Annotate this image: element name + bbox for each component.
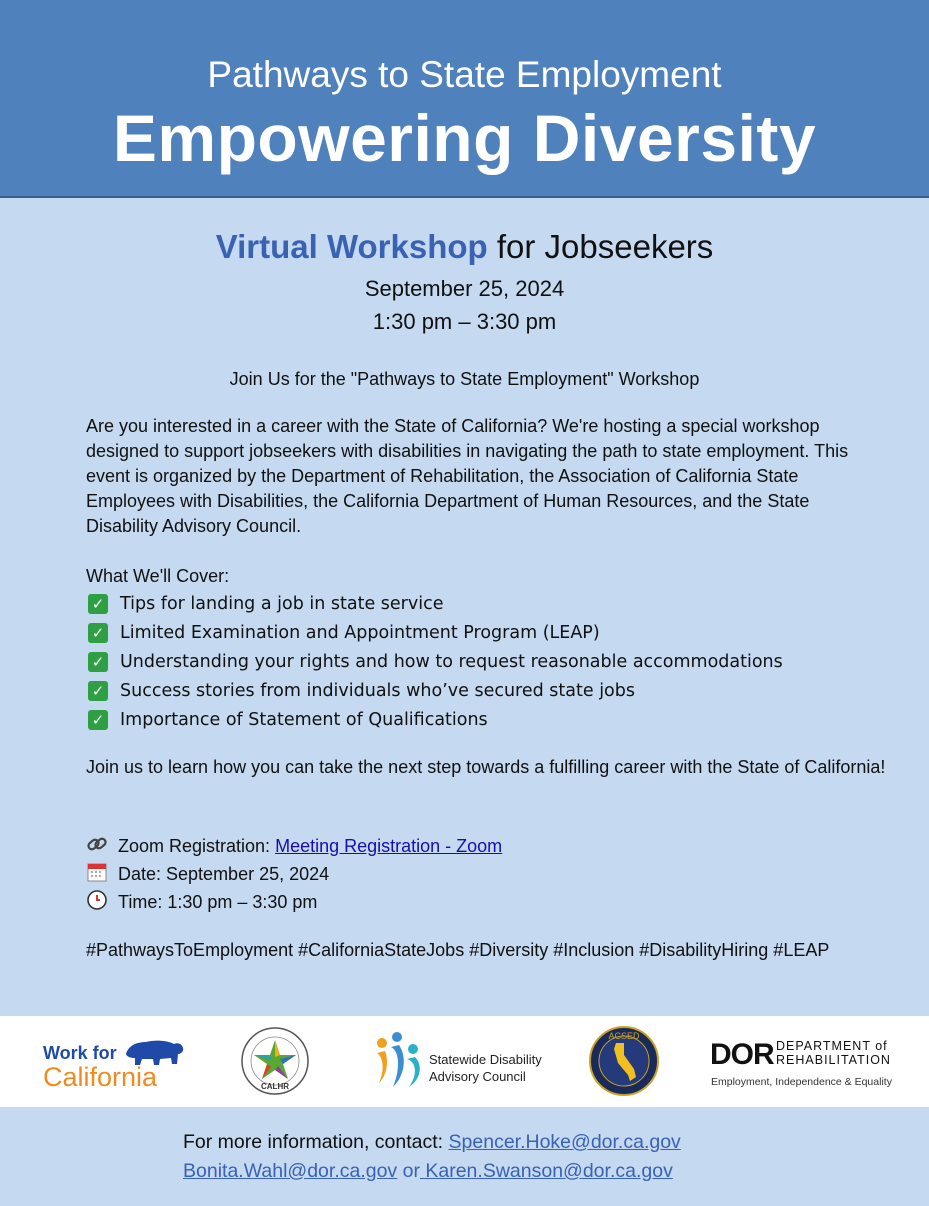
contact-lead: For more information, contact: (183, 1131, 449, 1153)
closing-paragraph: Join us to learn how you can take the next step towards a fulfilling career with the State of California! (86, 757, 886, 777)
acsed-text: ACSED (608, 1031, 640, 1041)
contact-line-2 (183, 1157, 681, 1186)
list-item-text: Tips for landing a job in state service (120, 594, 444, 615)
list-item-text: Success stories from individuals who’ve secured state jobs (120, 680, 635, 701)
calhr-text: CALHR (261, 1082, 289, 1091)
hashtags: #PathwaysToEmployment #CaliforniaStateJobs #Diversity #Inclusion #DisabilityHiring #LEAP (86, 940, 830, 960)
work-for-california-logo (42, 1016, 192, 1107)
checkmark-icon: ✓ (88, 594, 108, 614)
header-banner (0, 0, 929, 198)
dor-letters: DOR (710, 1038, 774, 1071)
workshop-date: September 25, 2024 (364, 276, 565, 301)
zoom-label: Zoom Registration: (118, 836, 271, 856)
checkmark-icon: ✓ (88, 710, 108, 730)
list-item (86, 676, 783, 705)
calendar-icon (86, 861, 112, 888)
link-icon (86, 833, 112, 860)
list-item (86, 590, 783, 619)
workshop-time: 1:30 pm – 3:30 pm (372, 309, 557, 334)
contact-or: or (397, 1160, 420, 1182)
california-text: California (43, 1062, 158, 1092)
sdac-figures-icon (373, 1031, 427, 1091)
zoom-registration-row (86, 833, 502, 860)
cover-heading: What We'll Cover: (86, 566, 230, 586)
sponsor-logo-strip (0, 1016, 929, 1107)
contact-footer (183, 1128, 681, 1186)
dor-tagline: Employment, Independence & Equality (711, 1076, 892, 1088)
list-item-text: Understanding your rights and how to request reasonable accommodations (120, 651, 783, 672)
contact-line-1 (183, 1128, 681, 1157)
work-for-text: Work for (43, 1043, 117, 1063)
list-item (86, 705, 783, 734)
time-row (86, 889, 317, 916)
checkmark-icon: ✓ (88, 681, 108, 701)
list-item (86, 648, 783, 677)
workshop-title-rest: for Jobseekers (487, 228, 714, 265)
email-link-karen[interactable]: Karen.Swanson@dor.ca.gov (419, 1160, 673, 1182)
calhr-logo (240, 1016, 312, 1107)
checkmark-icon: ✓ (88, 623, 108, 643)
zoom-registration-link[interactable]: Meeting Registration - Zoom (275, 836, 503, 856)
list-item-text: Limited Examination and Appointment Program (LEAP) (120, 623, 600, 644)
dor-dept-text: DEPARTMENT of (776, 1039, 888, 1053)
sdac-text-line2: Advisory Council (429, 1069, 526, 1084)
checkmark-icon: ✓ (88, 652, 108, 672)
acsed-logo (588, 1016, 660, 1107)
clock-icon (86, 889, 112, 916)
dor-rehab-text: REHABILITATION (776, 1053, 891, 1067)
email-link-spencer[interactable]: Spencer.Hoke@dor.ca.gov (448, 1131, 681, 1153)
dor-logo (710, 1016, 895, 1107)
header-subtitle: Pathways to State Employment (207, 54, 722, 95)
list-item (86, 619, 783, 648)
cover-list (86, 590, 783, 734)
time-label: Time: 1:30 pm – 3:30 pm (118, 892, 318, 912)
header-title: Empowering Diversity (112, 101, 817, 175)
workshop-title-highlight: Virtual Workshop (215, 228, 488, 265)
sdac-logo (373, 1016, 553, 1107)
intro-paragraph: Are you interested in a career with the State of California? We're hosting a special workshop designed to support jobseekers with disabilities in navigating the path to state employment. This event is organized by the Department of Rehabilitation, the Association of California State Employees with Disabilities, the California Department of Human Resources, and the State Disability Advisory Council. (86, 416, 849, 536)
workshop-title (0, 228, 929, 266)
list-item-text: Importance of Statement of Qualifications (120, 709, 488, 730)
date-label: Date: September 25, 2024 (118, 864, 330, 884)
join-line: Join Us for the "Pathways to State Employment" Workshop (229, 369, 700, 389)
sdac-text-line1: Statewide Disability (429, 1052, 542, 1067)
email-link-bonita[interactable]: Bonita.Wahl@dor.ca.gov (183, 1160, 398, 1182)
date-row (86, 861, 329, 888)
